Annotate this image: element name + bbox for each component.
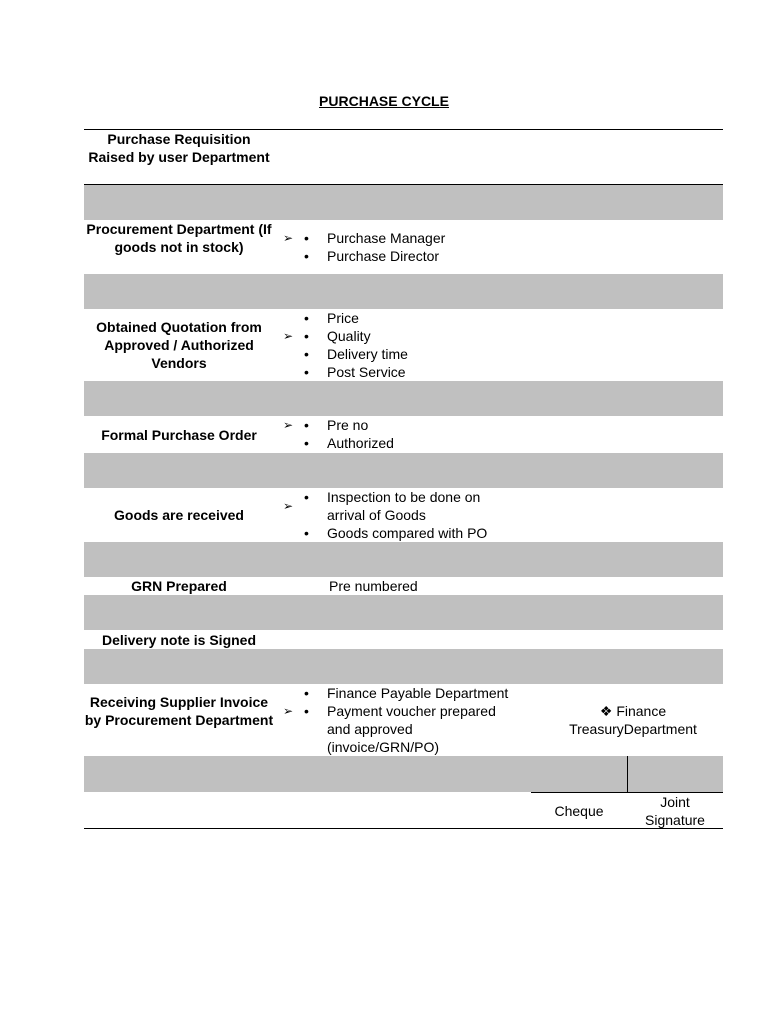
arrow-icon: ➢ [283,329,294,343]
page-title: PURCHASE CYCLE [319,93,449,109]
bullet-list [304,309,408,381]
gray-separator [84,453,723,488]
gray-separator [84,185,723,220]
bullet-list [304,488,504,542]
step-label: Formal Purchase Order [101,427,257,443]
gray-separator [84,381,723,416]
step-row [84,309,723,381]
bullet-list [304,229,445,265]
list-item: • Post Service [304,363,408,381]
step-label: Receiving Supplier Invoice by Procurement Department [84,694,274,728]
arrow-icon: ➢ [283,499,294,513]
step-row [84,130,723,184]
column-divider [627,756,628,792]
list-item: • Purchase Manager [304,229,445,247]
payment-method-cheque: Cheque [554,803,604,819]
step-row [84,577,723,595]
step-row [84,630,723,649]
table-bottom-border [84,828,723,829]
column-divider [531,756,532,792]
step-note: Pre numbered [329,578,418,594]
arrow-icon: ➢ [283,418,294,432]
list-item: • Finance Payable Department [304,684,534,702]
list-item: • Payment voucher prepared and approved (invoice/GRN/PO) [304,702,507,756]
step-label: GRN Prepared [131,578,227,594]
list-item: • Purchase Director [304,247,445,265]
gray-separator [84,274,723,309]
step-row [84,684,723,756]
list-item: • Price [304,309,408,327]
step-label: Procurement Department (If goods not in stock) [86,221,272,255]
finance-treasury-note: ❖ Finance TreasuryDepartment [569,703,697,737]
bullet-list [304,416,394,452]
step-label: Goods are received [114,507,244,523]
step-label: Obtained Quotation from Approved / Authorized Vendors [96,319,262,371]
step-label: Delivery note is Signed [101,632,257,648]
step-row [84,220,723,274]
list-item: • Goods compared with PO [304,524,504,542]
gray-separator [84,649,723,684]
arrow-icon: ➢ [283,704,294,718]
step-row [84,488,723,542]
gray-separator [84,595,723,630]
list-item: • Inspection to be done on arrival of Goods [304,488,504,524]
step-row [84,416,723,453]
list-item: • Authorized [304,434,394,452]
list-item: • Quality [304,327,408,345]
step-label: Purchase Requisition Raised by user Department [88,131,270,165]
list-item: • Pre no [304,416,394,434]
gray-separator [84,542,723,577]
list-item: • Delivery time [304,345,408,363]
arrow-icon: ➢ [283,231,294,245]
bullet-list [304,684,534,756]
payment-method-joint-signature: Joint Signature [645,794,705,828]
